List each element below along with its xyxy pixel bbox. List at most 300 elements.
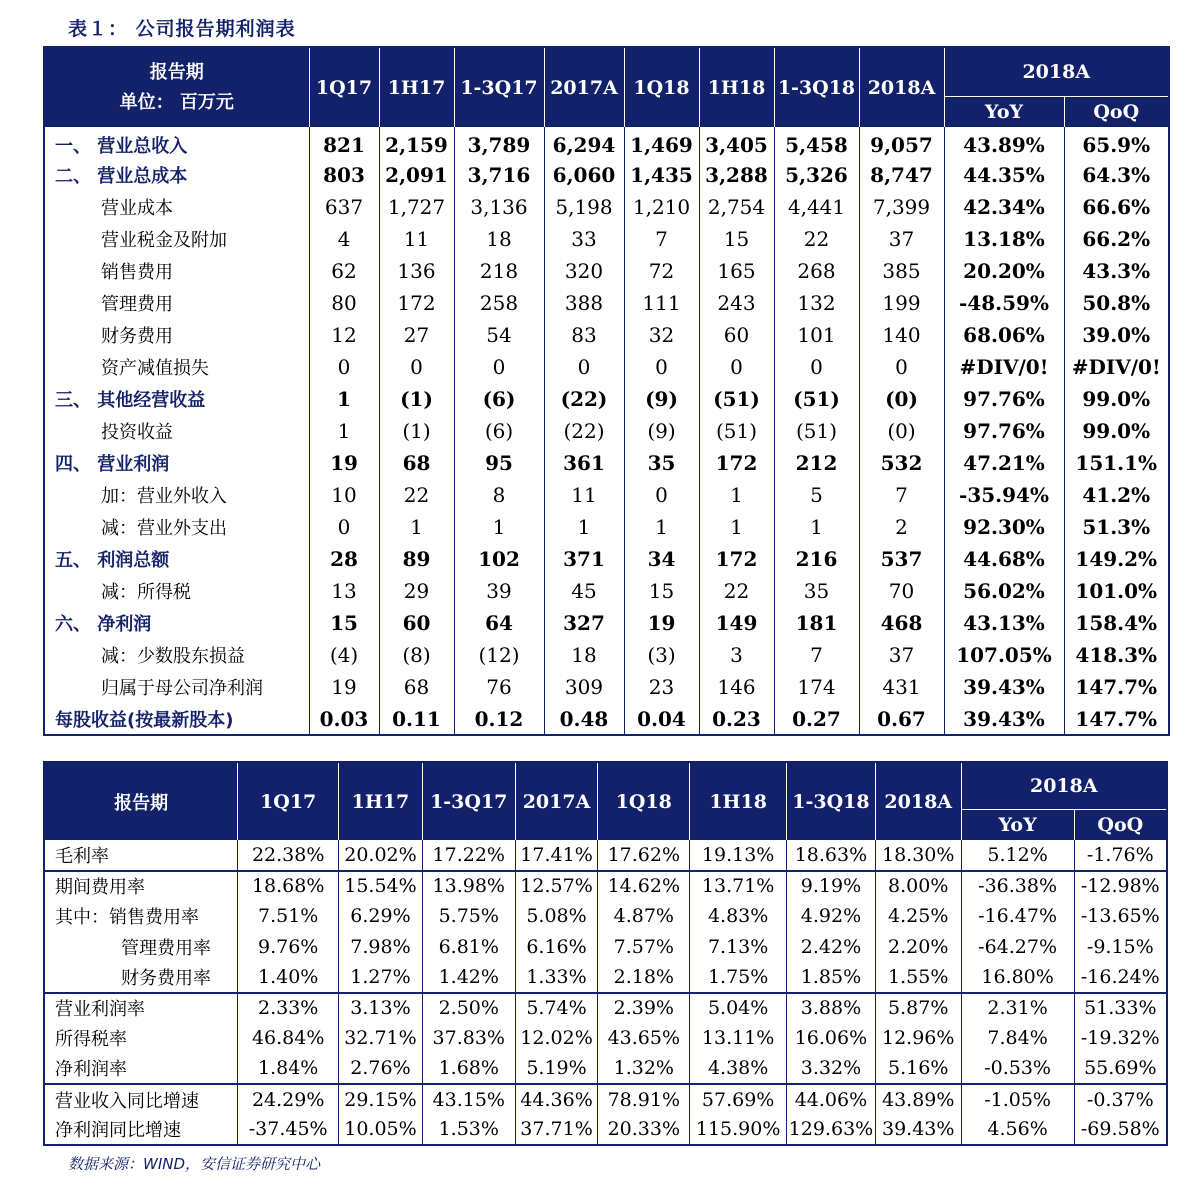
value-cell: 43.89% [875, 1084, 961, 1115]
value-cell: 33 [544, 223, 624, 255]
table-row [44, 639, 1169, 671]
qoq-cell: -69.58% [1074, 1115, 1167, 1146]
value-cell: 3,136 [454, 191, 544, 223]
value-cell: 2.76% [339, 1054, 423, 1085]
table-row [44, 415, 1169, 447]
yoy-header: YoY [944, 97, 1064, 128]
value-cell: 212 [774, 447, 859, 479]
value-cell: 3 [699, 639, 774, 671]
value-cell: 76 [454, 671, 544, 703]
table-row [44, 703, 1169, 735]
row-label: 财务费用 [44, 319, 309, 351]
value-cell: 44.36% [515, 1084, 598, 1115]
value-cell: 101 [774, 319, 859, 351]
qoq-cell: -0.37% [1074, 1084, 1167, 1115]
table-row [44, 255, 1169, 287]
yoy-cell: 97.76% [944, 415, 1064, 447]
value-cell: 17.22% [422, 840, 515, 871]
row-label: 二、 营业总成本 [44, 159, 309, 191]
value-cell: (1) [379, 415, 454, 447]
period-header: 1H18 [690, 762, 787, 840]
value-cell: 5,326 [774, 159, 859, 191]
value-cell: 111 [624, 287, 699, 319]
value-cell: 0 [859, 351, 944, 383]
value-cell: 2.42% [787, 932, 876, 963]
value-cell: 388 [544, 287, 624, 319]
table-row [44, 671, 1169, 703]
value-cell: 22 [774, 223, 859, 255]
value-cell: 532 [859, 447, 944, 479]
value-cell: (22) [544, 383, 624, 415]
value-cell: 132 [774, 287, 859, 319]
value-cell: 34 [624, 543, 699, 575]
table-row [44, 511, 1169, 543]
value-cell: 2,754 [699, 191, 774, 223]
value-cell: 19.13% [690, 840, 787, 871]
qoq-cell: 50.8% [1064, 287, 1169, 319]
value-cell: 7,399 [859, 191, 944, 223]
value-cell: 72 [624, 255, 699, 287]
value-cell: 6,294 [544, 127, 624, 159]
yoy-cell: 97.76% [944, 383, 1064, 415]
value-cell: 18 [544, 639, 624, 671]
table-row [44, 223, 1169, 255]
qoq-cell: 51.3% [1064, 511, 1169, 543]
value-cell: 15.54% [339, 871, 423, 902]
value-cell: 0 [699, 351, 774, 383]
value-cell: 7.98% [339, 932, 423, 963]
value-cell: 181 [774, 607, 859, 639]
value-cell: 5.04% [690, 993, 787, 1024]
value-cell: 13 [309, 575, 379, 607]
value-cell: 1,469 [624, 127, 699, 159]
value-cell: 1.75% [690, 962, 787, 993]
value-cell: 37 [859, 223, 944, 255]
table-row [44, 479, 1169, 511]
value-cell: 46.84% [238, 1023, 339, 1054]
value-cell: 8,747 [859, 159, 944, 191]
value-cell: 1.85% [787, 962, 876, 993]
value-cell: 0 [309, 511, 379, 543]
period-header: 1H17 [379, 47, 454, 127]
ratio-table [43, 761, 1168, 1146]
period-header: 2018A [875, 762, 961, 840]
qoq-header: QoQ [1064, 97, 1169, 128]
qoq-cell: -9.15% [1074, 932, 1167, 963]
yoy-cell: 2.31% [961, 993, 1074, 1024]
value-cell: 19 [309, 447, 379, 479]
value-cell: 35 [774, 575, 859, 607]
qoq-cell: 149.2% [1064, 543, 1169, 575]
value-cell: 60 [379, 607, 454, 639]
value-cell: 1.33% [515, 962, 598, 993]
row-label: 一、 营业总收入 [44, 127, 309, 159]
value-cell: 17.41% [515, 840, 598, 871]
value-cell: 0 [309, 351, 379, 383]
value-cell: 7.13% [690, 932, 787, 963]
income-statement-body [44, 127, 1169, 735]
period-header: 1H18 [699, 47, 774, 127]
value-cell: 3,789 [454, 127, 544, 159]
value-cell: 2,159 [379, 127, 454, 159]
yoy-cell: -0.53% [961, 1054, 1074, 1085]
value-cell: 12.02% [515, 1023, 598, 1054]
value-cell: 5,458 [774, 127, 859, 159]
yoy-cell: 5.12% [961, 840, 1074, 871]
value-cell: 1.32% [598, 1054, 690, 1085]
value-cell: 0 [774, 351, 859, 383]
value-cell: 1.42% [422, 962, 515, 993]
value-cell: (51) [774, 415, 859, 447]
value-cell: 3.13% [339, 993, 423, 1024]
header-unit-label: 单位： 百万元 [119, 91, 234, 113]
value-cell: 165 [699, 255, 774, 287]
yoy-cell: 39.43% [944, 703, 1064, 735]
yoy-cell: 43.13% [944, 607, 1064, 639]
table-row [44, 1084, 1167, 1115]
table-row [44, 287, 1169, 319]
value-cell: 1.84% [238, 1054, 339, 1085]
table-title: 表１： 公司报告期利润表 [68, 18, 296, 40]
period-header: 2017A [515, 762, 598, 840]
value-cell: 22.38% [238, 840, 339, 871]
yoy-cell: 43.89% [944, 127, 1064, 159]
qoq-cell: 65.9% [1064, 127, 1169, 159]
value-cell: 5 [774, 479, 859, 511]
value-cell: 1.53% [422, 1115, 515, 1146]
row-label: 管理费用率 [44, 932, 238, 963]
value-cell: 5,198 [544, 191, 624, 223]
value-cell: 5.19% [515, 1054, 598, 1085]
value-cell: 19 [624, 607, 699, 639]
table-row [44, 351, 1169, 383]
value-cell: (22) [544, 415, 624, 447]
value-cell: 24.29% [238, 1084, 339, 1115]
value-cell: 637 [309, 191, 379, 223]
yoy-cell: -1.05% [961, 1084, 1074, 1115]
yoy-cell: -64.27% [961, 932, 1074, 963]
value-cell: 0.23 [699, 703, 774, 735]
value-cell: (51) [699, 383, 774, 415]
value-cell: 4.38% [690, 1054, 787, 1085]
value-cell: 0.03 [309, 703, 379, 735]
value-cell: 0 [624, 351, 699, 383]
value-cell: 7.51% [238, 901, 339, 932]
value-cell: 20.33% [598, 1115, 690, 1146]
value-cell: 68 [379, 671, 454, 703]
qoq-cell: 99.0% [1064, 415, 1169, 447]
value-cell: 2,091 [379, 159, 454, 191]
row-label: 减：营业外支出 [44, 511, 309, 543]
value-cell: 18.30% [875, 840, 961, 871]
value-cell: 0.04 [624, 703, 699, 735]
row-label: 净利润同比增速 [44, 1115, 238, 1146]
value-cell: 0.12 [454, 703, 544, 735]
value-cell: 83 [544, 319, 624, 351]
yoy-cell: 20.20% [944, 255, 1064, 287]
yoy-cell: 44.35% [944, 159, 1064, 191]
qoq-cell: -16.24% [1074, 962, 1167, 993]
row-label: 减：少数股东损益 [44, 639, 309, 671]
value-cell: 0 [544, 351, 624, 383]
table-row [44, 840, 1167, 871]
value-cell: 13.71% [690, 871, 787, 902]
value-cell: 4.83% [690, 901, 787, 932]
qoq-cell: 101.0% [1064, 575, 1169, 607]
table-row [44, 543, 1169, 575]
value-cell: 361 [544, 447, 624, 479]
yoy-cell: 39.43% [944, 671, 1064, 703]
value-cell: 102 [454, 543, 544, 575]
period-header: 1-3Q17 [454, 47, 544, 127]
qoq-cell: #DIV/0! [1064, 351, 1169, 383]
value-cell: 16.06% [787, 1023, 876, 1054]
yoy-cell: 56.02% [944, 575, 1064, 607]
row-label: 其中：销售费用率 [44, 901, 238, 932]
qoq-cell: -19.32% [1074, 1023, 1167, 1054]
value-cell: 1,210 [624, 191, 699, 223]
value-cell: 3,716 [454, 159, 544, 191]
table-row [44, 383, 1169, 415]
value-cell: 15 [699, 223, 774, 255]
value-cell: (6) [454, 383, 544, 415]
row-label: 毛利率 [44, 840, 238, 871]
value-cell: 7 [774, 639, 859, 671]
value-cell: 2.33% [238, 993, 339, 1024]
value-cell: (9) [624, 415, 699, 447]
data-source-note: 数据来源：WIND，安信证券研究中心 [68, 1155, 321, 1173]
period-header: 1H17 [339, 762, 423, 840]
table-row [44, 575, 1169, 607]
yoy-cell: 7.84% [961, 1023, 1074, 1054]
value-cell: 18 [454, 223, 544, 255]
value-cell: 15 [309, 607, 379, 639]
value-cell: 129.63% [787, 1115, 876, 1146]
value-cell: 0 [379, 351, 454, 383]
period-header: 2017A [544, 47, 624, 127]
value-cell: 8 [454, 479, 544, 511]
value-cell: 0.27 [774, 703, 859, 735]
row-label: 四、 营业利润 [44, 447, 309, 479]
value-cell: -37.45% [238, 1115, 339, 1146]
qoq-cell: -13.65% [1074, 901, 1167, 932]
value-cell: 309 [544, 671, 624, 703]
row-label: 六、 净利润 [44, 607, 309, 639]
table-row [44, 932, 1167, 963]
row-label: 每股收益(按最新股本) [44, 703, 309, 735]
yoy-cell: 44.68% [944, 543, 1064, 575]
row-label: 净利润率 [44, 1054, 238, 1085]
value-cell: 43.15% [422, 1084, 515, 1115]
row-label: 五、 利润总额 [44, 543, 309, 575]
value-cell: 17.62% [598, 840, 690, 871]
value-cell: 2.20% [875, 932, 961, 963]
group-header: 2018A [961, 762, 1167, 810]
value-cell: (6) [454, 415, 544, 447]
value-cell: 28 [309, 543, 379, 575]
table-row [44, 191, 1169, 223]
qoq-cell: 147.7% [1064, 703, 1169, 735]
yoy-cell: -36.38% [961, 871, 1074, 902]
table-row [44, 962, 1167, 993]
value-cell: 1,435 [624, 159, 699, 191]
ratio-table-body [44, 840, 1167, 1145]
value-cell: (8) [379, 639, 454, 671]
qoq-cell: 55.69% [1074, 1054, 1167, 1085]
value-cell: 7 [859, 479, 944, 511]
value-cell: (0) [859, 415, 944, 447]
value-cell: 22 [379, 479, 454, 511]
value-cell: 4.92% [787, 901, 876, 932]
qoq-cell: 51.33% [1074, 993, 1167, 1024]
value-cell: 4.87% [598, 901, 690, 932]
header-period-label: 报告期 [149, 61, 204, 83]
yoy-cell: 4.56% [961, 1115, 1074, 1146]
table-row [44, 127, 1169, 159]
row-label: 三、 其他经营收益 [44, 383, 309, 415]
value-cell: 13.98% [422, 871, 515, 902]
value-cell: 62 [309, 255, 379, 287]
value-cell: 6,060 [544, 159, 624, 191]
value-cell: 11 [379, 223, 454, 255]
qoq-cell: 64.3% [1064, 159, 1169, 191]
value-cell: 43.65% [598, 1023, 690, 1054]
row-label: 营业利润率 [44, 993, 238, 1024]
yoy-cell: 13.18% [944, 223, 1064, 255]
value-cell: 18.63% [787, 840, 876, 871]
yoy-cell: 47.21% [944, 447, 1064, 479]
period-header: 1-3Q17 [422, 762, 515, 840]
value-cell: (3) [624, 639, 699, 671]
value-cell: 320 [544, 255, 624, 287]
value-cell: 0.48 [544, 703, 624, 735]
income-statement-table [43, 46, 1170, 736]
value-cell: 172 [699, 447, 774, 479]
qoq-cell: 147.7% [1064, 671, 1169, 703]
value-cell: 468 [859, 607, 944, 639]
value-cell: 20.02% [339, 840, 423, 871]
value-cell: 89 [379, 543, 454, 575]
value-cell: 27 [379, 319, 454, 351]
value-cell: 10 [309, 479, 379, 511]
value-cell: 32 [624, 319, 699, 351]
value-cell: 5.87% [875, 993, 961, 1024]
value-cell: 1 [544, 511, 624, 543]
value-cell: 22 [699, 575, 774, 607]
value-cell: 371 [544, 543, 624, 575]
value-cell: 78.91% [598, 1084, 690, 1115]
value-cell: 39.43% [875, 1115, 961, 1146]
period-header: 1Q17 [238, 762, 339, 840]
value-cell: 6.16% [515, 932, 598, 963]
yoy-cell: -48.59% [944, 287, 1064, 319]
value-cell: 0.67 [859, 703, 944, 735]
value-cell: 70 [859, 575, 944, 607]
value-cell: 12 [309, 319, 379, 351]
yoy-cell: #DIV/0! [944, 351, 1064, 383]
value-cell: 35 [624, 447, 699, 479]
value-cell: (12) [454, 639, 544, 671]
value-cell: 1 [454, 511, 544, 543]
value-cell: 6.29% [339, 901, 423, 932]
value-cell: 54 [454, 319, 544, 351]
row-label: 期间费用率 [44, 871, 238, 902]
value-cell: 1 [309, 415, 379, 447]
qoq-cell: 39.0% [1064, 319, 1169, 351]
yoy-cell: 16.80% [961, 962, 1074, 993]
value-cell: 64 [454, 607, 544, 639]
value-cell: 218 [454, 255, 544, 287]
value-cell: 3,405 [699, 127, 774, 159]
table-row [44, 993, 1167, 1024]
table-row [44, 871, 1167, 902]
value-cell: 1 [774, 511, 859, 543]
qoq-cell: 151.1% [1064, 447, 1169, 479]
qoq-cell: 66.6% [1064, 191, 1169, 223]
value-cell: 1 [379, 511, 454, 543]
value-cell: 9.76% [238, 932, 339, 963]
value-cell: 14.62% [598, 871, 690, 902]
value-cell: 5.08% [515, 901, 598, 932]
value-cell: 1 [624, 511, 699, 543]
value-cell: 1 [699, 511, 774, 543]
value-cell: 7 [624, 223, 699, 255]
period-header: 1-3Q18 [787, 762, 876, 840]
value-cell: 140 [859, 319, 944, 351]
table-row [44, 1054, 1167, 1085]
qoq-header: QoQ [1074, 810, 1167, 841]
value-cell: 0.11 [379, 703, 454, 735]
table-row [44, 319, 1169, 351]
qoq-cell: -12.98% [1074, 871, 1167, 902]
value-cell: 1.27% [339, 962, 423, 993]
row-label: 营业成本 [44, 191, 309, 223]
row-label: 投资收益 [44, 415, 309, 447]
value-cell: 243 [699, 287, 774, 319]
value-cell: 821 [309, 127, 379, 159]
value-cell: 44.06% [787, 1084, 876, 1115]
value-cell: 10.05% [339, 1115, 423, 1146]
value-cell: (4) [309, 639, 379, 671]
yoy-cell: -35.94% [944, 479, 1064, 511]
row-label: 归属于母公司净利润 [44, 671, 309, 703]
yoy-cell: 92.30% [944, 511, 1064, 543]
value-cell: 1,727 [379, 191, 454, 223]
value-cell: 2.18% [598, 962, 690, 993]
value-cell: 12.96% [875, 1023, 961, 1054]
value-cell: 3.32% [787, 1054, 876, 1085]
period-header: 1Q17 [309, 47, 379, 127]
value-cell: 18.68% [238, 871, 339, 902]
value-cell: 149 [699, 607, 774, 639]
value-cell: 37.71% [515, 1115, 598, 1146]
value-cell: 4.25% [875, 901, 961, 932]
qoq-cell: 43.3% [1064, 255, 1169, 287]
yoy-header: YoY [961, 810, 1074, 841]
value-cell: 803 [309, 159, 379, 191]
value-cell: 1.55% [875, 962, 961, 993]
value-cell: 1 [699, 479, 774, 511]
yoy-cell: 68.06% [944, 319, 1064, 351]
value-cell: 172 [379, 287, 454, 319]
period-header: 1-3Q18 [774, 47, 859, 127]
value-cell: 2 [859, 511, 944, 543]
header-period-unit [44, 47, 309, 127]
period-header: 2018A [859, 47, 944, 127]
value-cell: 146 [699, 671, 774, 703]
value-cell: 136 [379, 255, 454, 287]
value-cell: 174 [774, 671, 859, 703]
